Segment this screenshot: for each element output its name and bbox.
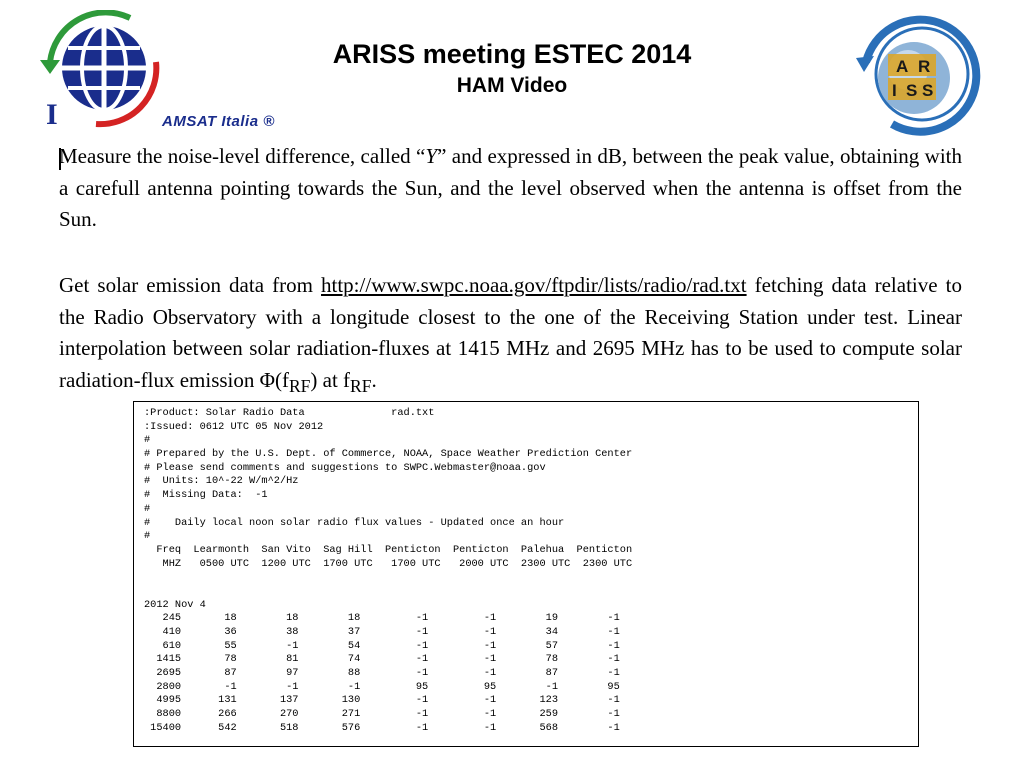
ariss-letter-s1: S — [906, 81, 918, 100]
rad-txt-link[interactable]: http://www.swpc.noaa.gov/ftpdir/lists/radio/rad.txt — [321, 273, 747, 297]
data-line: 8800 266 270 271 -1 -1 259 -1 — [144, 708, 620, 721]
ariss-globe-icon — [852, 12, 982, 136]
ariss-logo — [852, 12, 982, 136]
ariss-letter-a: A — [896, 57, 909, 76]
paragraph-solar-emission: Get solar emission data from http://www.swpc.noaa.gov/ftpdir/lists/radio/rad.txt fetching data relative to the Radio Observatory with a longitude closest to the one of the Receiving Station under test. Linear interpolation between solar radiation-fluxes at 1415 MHz and 2695 MHz has to be used to compute solar radiation-flux emission $\Phi(f_{RF})$ at $f_{RF}$. — [59, 273, 962, 396]
data-line: Freq Learmonth San Vito Sag Hill Penticton Penticton Palehua Penticton — [144, 543, 633, 556]
data-line: # Please send comments and suggestions to SWPC.Webmaster@noaa.gov — [144, 461, 546, 474]
data-line: # Daily local noon solar radio flux values - Updated once an hour — [144, 516, 565, 529]
data-line: 1415 78 81 74 -1 -1 78 -1 — [144, 653, 620, 666]
data-line: # Units: 10^-22 W/m^2/Hz — [144, 475, 299, 488]
ariss-letter-s2: S — [922, 81, 934, 100]
data-line: # Prepared by the U.S. Dept. of Commerce, NOAA, Space Weather Prediction Center — [144, 448, 633, 461]
ariss-letter-r: R — [918, 57, 931, 76]
data-line: 15400 542 518 576 -1 -1 568 -1 — [144, 721, 620, 734]
data-line: 610 55 -1 54 -1 -1 57 -1 — [144, 639, 620, 652]
slide-header — [262, 38, 762, 100]
y-symbol: Y — [425, 144, 438, 168]
data-line: 2012 Nov 4 — [144, 598, 206, 611]
data-line: :Product: Solar Radio Data rad.txt — [144, 407, 435, 419]
rad-txt-data-box — [133, 401, 919, 747]
amsat-italia-label: AMSAT Italia ® — [162, 113, 275, 130]
data-line: 2695 87 97 88 -1 -1 87 -1 — [144, 667, 620, 680]
amsat-globe-icon — [38, 10, 168, 130]
data-line: 2800 -1 -1 -1 95 95 -1 95 — [144, 680, 620, 693]
data-line: # — [144, 530, 151, 543]
data-line: 4995 131 137 130 -1 -1 123 -1 — [144, 694, 620, 707]
slide-subtitle: HAM Video — [456, 74, 568, 97]
amsat-italia-logo — [38, 10, 168, 130]
rad-txt-content — [144, 407, 632, 736]
data-line: # Missing Data: -1 — [144, 489, 268, 502]
data-line: MHZ 0500 UTC 1200 UTC 1700 UTC 1700 UTC 2000 UTC 2300 UTC 2300 UTC — [144, 557, 633, 570]
data-line: # — [144, 502, 151, 515]
data-line: 410 36 38 37 -1 -1 34 -1 — [144, 626, 620, 638]
slide-title: ARISS meeting ESTEC 2014 — [332, 39, 692, 69]
logo-letter-i: I — [46, 98, 58, 130]
data-line: # — [144, 434, 151, 447]
data-line: 245 18 18 18 -1 -1 19 -1 — [144, 612, 620, 625]
ariss-letter-i: I — [892, 81, 897, 100]
paragraph-noise-measurement: Measure the noise-level difference, called “Y” and expressed in dB, between the peak value, obtaining with a carefull antenna pointing towards the Sun, and the level observed when the antenna is offset from the Sun. — [59, 144, 962, 231]
data-line: :Issued: 0612 UTC 05 Nov 2012 — [144, 420, 324, 433]
